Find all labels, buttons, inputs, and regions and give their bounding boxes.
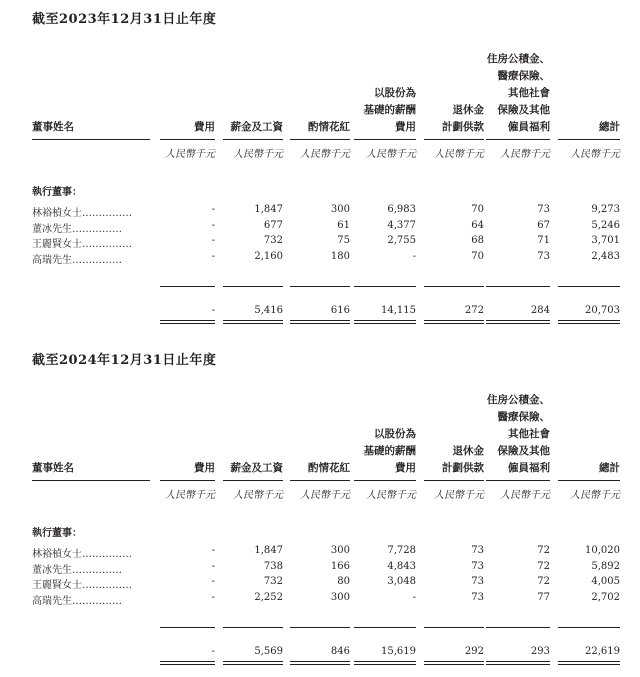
header-rule bbox=[424, 139, 484, 140]
column-header: 退休金 計劃供款 bbox=[442, 104, 484, 133]
table-cell: 9,273 bbox=[591, 204, 620, 215]
unit-label: 人民幣千元 bbox=[500, 490, 550, 501]
column-header: 薪金及工資 bbox=[230, 121, 283, 133]
subheading: 執行董事： bbox=[32, 528, 82, 539]
total-double-rule bbox=[424, 661, 484, 665]
total-double-rule bbox=[223, 661, 283, 665]
section-title: 截至2024年12月31日止年度 bbox=[32, 353, 217, 368]
column-header: 酌情花紅 bbox=[308, 121, 350, 133]
table-cell: 73 bbox=[471, 560, 484, 572]
total-double-rule bbox=[486, 661, 550, 665]
director-name: 林裕楨女士…………… bbox=[32, 208, 132, 219]
total-double-rule bbox=[486, 320, 550, 324]
column-header-name: 董事姓名 bbox=[32, 121, 74, 133]
table-cell: 4,377 bbox=[387, 219, 416, 231]
director-name: 高瑞先生…………… bbox=[32, 254, 122, 266]
table-cell: 73 bbox=[471, 576, 484, 587]
table-cell: 4,005 bbox=[591, 576, 620, 587]
total-double-rule bbox=[160, 320, 215, 324]
header-rule bbox=[290, 480, 350, 481]
unit-label: 人民幣千元 bbox=[165, 490, 215, 501]
subtotal-rule bbox=[486, 627, 550, 628]
table-cell: 71 bbox=[537, 235, 550, 246]
subtotal-rule bbox=[160, 286, 215, 287]
column-header: 住房公積金、 醫療保險、 其他社會 保險及其他 僱員福利 bbox=[487, 394, 550, 474]
unit-label: 人民幣千元 bbox=[366, 149, 416, 160]
total-cell: 5,569 bbox=[254, 646, 283, 657]
table-cell: 80 bbox=[337, 576, 350, 587]
total-cell: 5,416 bbox=[254, 305, 283, 316]
director-name: 王麗賢女士…………… bbox=[32, 580, 132, 591]
table-cell: - bbox=[211, 250, 215, 262]
table-cell: 67 bbox=[537, 219, 550, 231]
table-cell: 2,702 bbox=[591, 591, 620, 603]
table-cell: - bbox=[412, 250, 416, 262]
unit-label: 人民幣千元 bbox=[366, 490, 416, 501]
table-cell: - bbox=[211, 219, 215, 231]
table-cell: 2,160 bbox=[254, 250, 283, 262]
table-cell: - bbox=[211, 545, 215, 556]
unit-label: 人民幣千元 bbox=[570, 490, 620, 501]
subtotal-rule bbox=[558, 286, 620, 287]
column-header: 總計 bbox=[599, 121, 620, 133]
table-cell: 72 bbox=[537, 545, 550, 556]
header-rule-name bbox=[32, 139, 150, 140]
table-cell: 70 bbox=[471, 250, 484, 262]
table-cell: 738 bbox=[263, 560, 283, 572]
total-cell: 20,703 bbox=[585, 305, 620, 316]
table-cell: 6,983 bbox=[387, 204, 416, 215]
unit-label: 人民幣千元 bbox=[165, 149, 215, 160]
unit-label: 人民幣千元 bbox=[500, 149, 550, 160]
table-cell: - bbox=[412, 591, 416, 603]
total-cell: 292 bbox=[464, 646, 484, 657]
table-cell: 300 bbox=[330, 545, 350, 556]
table-cell: - bbox=[211, 591, 215, 603]
total-double-rule bbox=[424, 320, 484, 324]
table-cell: 1,847 bbox=[254, 545, 283, 556]
subtotal-rule bbox=[354, 286, 416, 287]
total-double-rule bbox=[290, 661, 350, 665]
subtotal-rule bbox=[354, 627, 416, 628]
total-double-rule bbox=[223, 320, 283, 324]
subtotal-rule bbox=[290, 286, 350, 287]
table-cell: 1,847 bbox=[254, 204, 283, 215]
header-rule bbox=[558, 139, 620, 140]
director-name: 董冰先生…………… bbox=[32, 223, 122, 235]
total-double-rule bbox=[160, 661, 215, 665]
table-cell: 7,728 bbox=[387, 545, 416, 556]
total-cell: - bbox=[211, 305, 215, 316]
header-rule bbox=[486, 139, 550, 140]
subtotal-rule bbox=[223, 286, 283, 287]
unit-label: 人民幣千元 bbox=[233, 490, 283, 501]
subtotal-rule bbox=[558, 627, 620, 628]
director-name: 董冰先生…………… bbox=[32, 564, 122, 576]
total-double-rule bbox=[558, 320, 620, 324]
subtotal-rule bbox=[223, 627, 283, 628]
table-cell: 2,755 bbox=[387, 235, 416, 246]
table-cell: 180 bbox=[330, 250, 350, 262]
column-header-name: 董事姓名 bbox=[32, 462, 74, 474]
header-rule bbox=[290, 139, 350, 140]
table-cell: 3,048 bbox=[387, 576, 416, 587]
header-rule bbox=[223, 480, 283, 481]
table-cell: 300 bbox=[330, 591, 350, 603]
total-double-rule bbox=[354, 320, 416, 324]
unit-label: 人民幣千元 bbox=[300, 490, 350, 501]
subtotal-rule bbox=[424, 286, 484, 287]
column-header: 以股份為 基礎的薪酬 費用 bbox=[363, 87, 416, 133]
total-cell: - bbox=[211, 646, 215, 657]
table-cell: 10,020 bbox=[585, 545, 620, 556]
total-double-rule bbox=[354, 661, 416, 665]
subtotal-rule bbox=[424, 627, 484, 628]
total-cell: 272 bbox=[464, 305, 484, 316]
table-cell: 72 bbox=[537, 560, 550, 572]
column-header: 費用 bbox=[194, 462, 215, 474]
table-cell: 77 bbox=[537, 591, 550, 603]
table-cell: 73 bbox=[471, 591, 484, 603]
header-rule bbox=[558, 480, 620, 481]
table-cell: - bbox=[211, 204, 215, 215]
table-cell: 73 bbox=[537, 204, 550, 215]
unit-label: 人民幣千元 bbox=[434, 490, 484, 501]
total-cell: 293 bbox=[530, 646, 550, 657]
column-header: 費用 bbox=[194, 121, 215, 133]
table-cell: 72 bbox=[537, 576, 550, 587]
table-cell: - bbox=[211, 576, 215, 587]
column-header: 總計 bbox=[599, 462, 620, 474]
column-header: 酌情花紅 bbox=[308, 462, 350, 474]
table-cell: 3,701 bbox=[591, 235, 620, 246]
table-cell: 5,246 bbox=[591, 219, 620, 231]
header-rule bbox=[486, 480, 550, 481]
column-header: 退休金 計劃供款 bbox=[442, 445, 484, 474]
subtotal-rule bbox=[290, 627, 350, 628]
table-cell: 61 bbox=[337, 219, 350, 231]
table-cell: 677 bbox=[263, 219, 283, 231]
table-cell: 70 bbox=[471, 204, 484, 215]
total-double-rule bbox=[558, 661, 620, 665]
table-cell: 732 bbox=[263, 576, 283, 587]
column-header: 薪金及工資 bbox=[230, 462, 283, 474]
unit-label: 人民幣千元 bbox=[300, 149, 350, 160]
column-header: 以股份為 基礎的薪酬 費用 bbox=[363, 428, 416, 474]
header-rule bbox=[223, 139, 283, 140]
header-rule-name bbox=[32, 480, 150, 481]
table-cell: 68 bbox=[471, 235, 484, 246]
table-cell: 5,892 bbox=[591, 560, 620, 572]
unit-label: 人民幣千元 bbox=[233, 149, 283, 160]
director-name: 王麗賢女士…………… bbox=[32, 239, 132, 250]
table-cell: - bbox=[211, 560, 215, 572]
header-rule bbox=[160, 139, 215, 140]
header-rule bbox=[424, 480, 484, 481]
total-double-rule bbox=[290, 320, 350, 324]
total-cell: 284 bbox=[530, 305, 550, 316]
total-cell: 15,619 bbox=[381, 646, 416, 657]
total-cell: 846 bbox=[330, 646, 350, 657]
section-title: 截至2023年12月31日止年度 bbox=[32, 12, 217, 27]
table-cell: 300 bbox=[330, 204, 350, 215]
header-rule bbox=[354, 139, 416, 140]
table-cell: 732 bbox=[263, 235, 283, 246]
table-cell: 2,252 bbox=[254, 591, 283, 603]
director-name: 高瑞先生…………… bbox=[32, 595, 122, 607]
unit-label: 人民幣千元 bbox=[434, 149, 484, 160]
table-cell: - bbox=[211, 235, 215, 246]
header-rule bbox=[160, 480, 215, 481]
table-cell: 166 bbox=[330, 560, 350, 572]
table-cell: 4,843 bbox=[387, 560, 416, 572]
director-name: 林裕楨女士…………… bbox=[32, 549, 132, 560]
subtotal-rule bbox=[160, 627, 215, 628]
total-cell: 616 bbox=[330, 305, 350, 316]
table-cell: 75 bbox=[337, 235, 350, 246]
subheading: 執行董事： bbox=[32, 187, 82, 198]
total-cell: 22,619 bbox=[585, 646, 620, 657]
table-cell: 2,483 bbox=[591, 250, 620, 262]
table-cell: 73 bbox=[537, 250, 550, 262]
table-cell: 73 bbox=[471, 545, 484, 556]
column-header: 住房公積金、 醫療保險、 其他社會 保險及其他 僱員福利 bbox=[487, 53, 550, 133]
total-cell: 14,115 bbox=[381, 305, 416, 316]
subtotal-rule bbox=[486, 286, 550, 287]
table-cell: 64 bbox=[471, 219, 484, 231]
header-rule bbox=[354, 480, 416, 481]
unit-label: 人民幣千元 bbox=[570, 149, 620, 160]
